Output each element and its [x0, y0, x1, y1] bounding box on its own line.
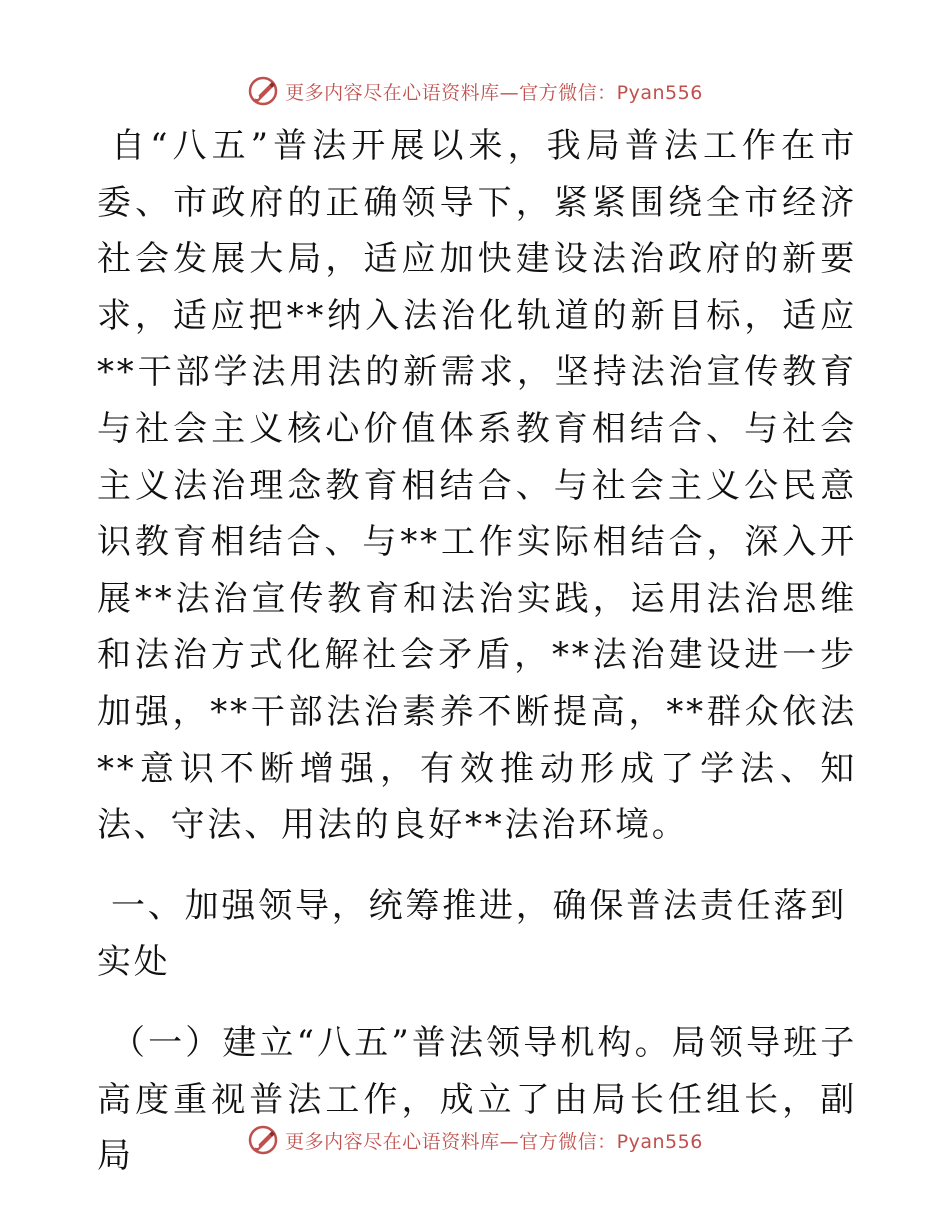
- document-body: [97, 118, 857, 1185]
- watermark-text: 更多内容尽在心语资料库—官方微信：Pyan556: [285, 1130, 703, 1153]
- pen-logo-icon: [247, 75, 279, 107]
- header-watermark: [0, 71, 950, 111]
- pen-logo-icon: [247, 1124, 279, 1156]
- watermark-text: 更多内容尽在心语资料库—官方微信：Pyan556: [285, 81, 703, 104]
- section-heading: 一、加强领导，统筹推进，确保普法责任落到实处: [97, 885, 847, 983]
- intro-paragraph: 自“八五”普法开展以来，我局普法工作在市委、市政府的正确领导下，紧紧围绕全市经济社会发展大局，适应加快建设法治政府的新要求，适应把**纳入法治化轨道的新目标，适应**干部学法用法的新需求，坚持法治宣传教育与社会主义核心价值体系教育相结合、与社会主义法治理念教育相结合、与社会主义公民意识教育相结合、与**工作实际相结合，深入开展**法治宣传教育和法治实践，运用法治思维和法治方式化解社会矛盾，**法治建设进一步加强，**干部法治素养不断提高，**群众依法**意识不断增强，有效推动形成了学法、知法、守法、用法的良好**法治环境。: [97, 126, 857, 846]
- footer-watermark: [0, 1120, 950, 1160]
- subsection-paragraph: （一）建立“八五”普法领导机构。局领导班子高度重视普法工作，成立了由局长任组长，副局: [97, 1022, 857, 1177]
